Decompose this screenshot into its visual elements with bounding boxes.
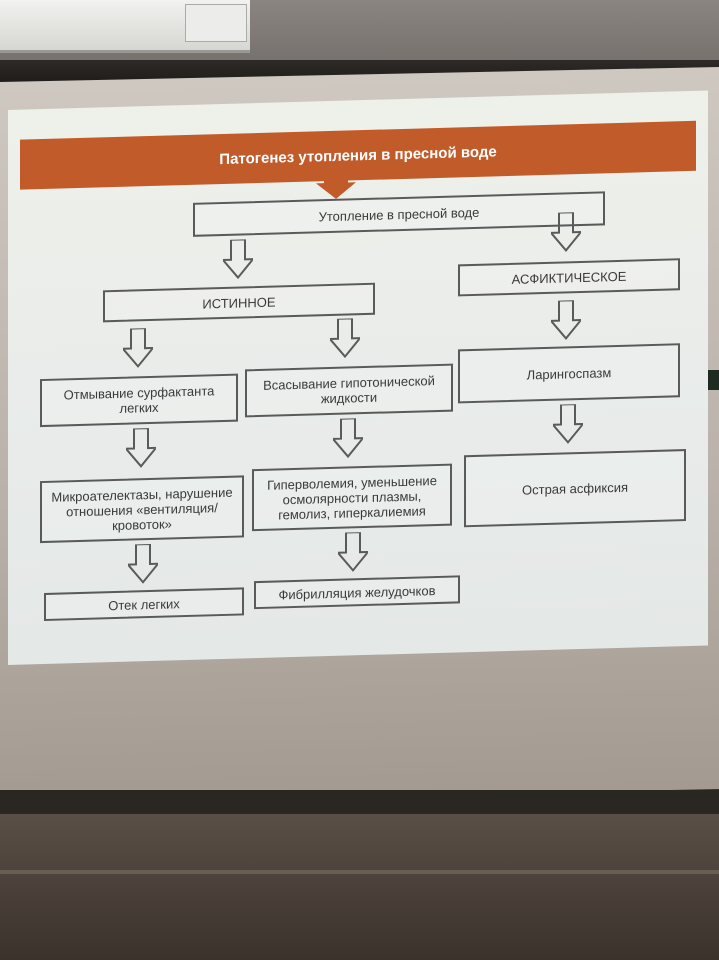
floor-line <box>0 870 719 874</box>
node-root: Утопление в пресной воде <box>193 191 605 237</box>
node-laryngospasm: Ларингоспазм <box>458 343 680 403</box>
node-asphyxic-type: АСФИКТИЧЕСКОЕ <box>458 258 680 296</box>
node-hypervolemia: Гиперволемия, уменьшение осмолярности плазмы, гемолиз, гиперкалиемия <box>252 464 452 532</box>
arrow-absorption-hypervolemia-icon <box>333 418 363 459</box>
arrow-root-true-icon <box>223 239 253 280</box>
arrow-surfactant-microatelectasis-icon <box>126 428 156 469</box>
node-fibrillation: Фибрилляция желудочков <box>254 575 460 609</box>
node-acute-asphyxia: Острая асфиксия <box>464 449 686 527</box>
node-true-type: ИСТИННОЕ <box>103 283 375 323</box>
slide-title-bar <box>20 121 696 190</box>
arrow-true-surfactant-icon <box>123 328 153 369</box>
arrow-hypervolemia-fibrillation-icon <box>338 532 368 573</box>
arrow-laryngospasm-asphyxia-icon <box>553 404 583 445</box>
slide-title: Патогенез утопления в пресной воде <box>219 142 497 168</box>
node-microatelectasis: Микроателектазы, нарушение отношения «вентиляция/кровоток» <box>40 475 244 543</box>
arrow-asphyxic-laryngospasm-icon <box>551 300 581 341</box>
arrow-microatelectasis-edema-icon <box>128 544 158 585</box>
node-surfactant: Отмывание сурфактанта легких <box>40 374 238 428</box>
title-arrow-icon <box>316 176 356 199</box>
slide <box>8 90 708 665</box>
room-floor <box>0 814 719 960</box>
arrow-root-asphyxic-icon <box>551 212 581 253</box>
screen-bottom-bar <box>0 790 719 814</box>
projector-slot <box>185 4 247 42</box>
arrow-true-absorption-icon <box>330 318 360 359</box>
node-lung-edema: Отек легких <box>44 587 244 621</box>
node-absorption: Всасывание гипотонической жидкости <box>245 364 453 418</box>
ceiling-projector <box>0 0 250 53</box>
